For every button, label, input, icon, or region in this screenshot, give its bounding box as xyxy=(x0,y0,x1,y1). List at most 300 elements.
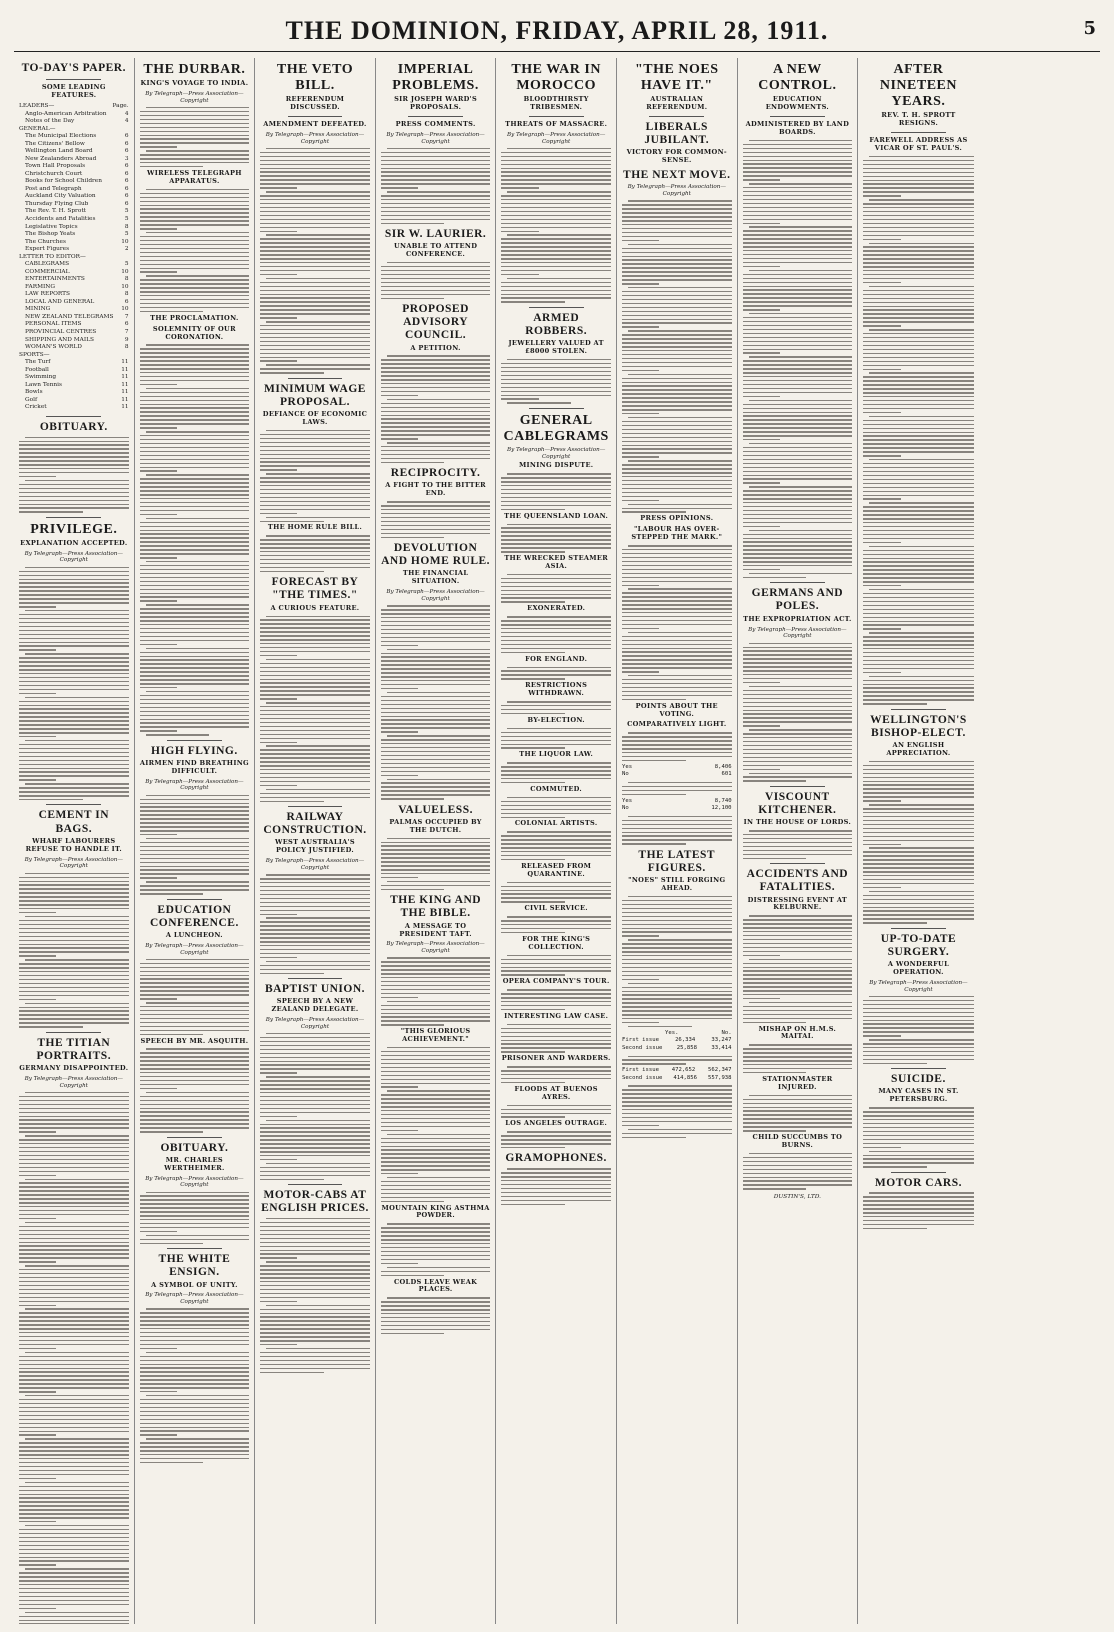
text-line xyxy=(863,773,974,774)
text-line xyxy=(622,667,732,668)
text-line xyxy=(622,561,732,562)
headline-motor-cars: MOTOR CARS. xyxy=(874,1176,962,1189)
text-line xyxy=(140,1458,250,1459)
text-line xyxy=(501,489,611,490)
text-line xyxy=(19,1026,83,1027)
text-line xyxy=(140,1379,250,1380)
text-line xyxy=(863,859,974,860)
text-line xyxy=(501,1051,565,1052)
text-line xyxy=(19,1108,129,1109)
table-row xyxy=(622,1075,732,1083)
text-line xyxy=(622,389,732,390)
text-line xyxy=(381,1193,491,1194)
text-line xyxy=(743,650,853,651)
text-line xyxy=(260,489,370,490)
headline-laurier: SIR W. LAURIER. xyxy=(384,228,487,241)
text-line xyxy=(140,514,177,515)
text-line xyxy=(140,236,250,237)
text-line xyxy=(863,1016,974,1017)
subhead: THE QUEENSLAND LOAN. xyxy=(504,511,609,520)
text-line xyxy=(743,834,853,835)
text-line xyxy=(622,397,732,398)
text-line xyxy=(381,294,491,295)
text-line xyxy=(622,687,732,688)
text-line xyxy=(260,1320,370,1321)
text-line xyxy=(743,167,853,168)
index-row xyxy=(19,254,129,262)
subhead: DISTRESSING EVENT AT KELBURNE. xyxy=(747,895,848,912)
text-line xyxy=(19,1545,129,1546)
index-page: 5 xyxy=(124,208,129,215)
text-line xyxy=(381,403,491,404)
text-line xyxy=(19,1159,129,1160)
text-line xyxy=(622,828,732,829)
text-line xyxy=(381,1106,491,1107)
table-cell: 8,740 xyxy=(714,797,732,804)
text-line xyxy=(260,1352,370,1353)
text-line xyxy=(260,1222,370,1223)
table-row xyxy=(622,798,732,806)
text-line xyxy=(501,859,565,860)
text-line xyxy=(140,142,250,143)
text-line xyxy=(501,1082,565,1083)
text-line xyxy=(381,278,491,279)
text-line xyxy=(19,1273,129,1274)
text-line xyxy=(743,144,853,145)
text-line xyxy=(140,687,177,688)
text-line xyxy=(622,683,732,684)
text-line xyxy=(19,900,129,901)
text-line xyxy=(19,1494,129,1495)
text-line xyxy=(381,517,491,518)
text-line xyxy=(260,1301,297,1302)
table-row xyxy=(622,1037,732,1045)
text-line xyxy=(146,795,250,796)
headline-imperial: IMPERIAL PROBLEMS. xyxy=(392,62,479,94)
text-line xyxy=(381,763,491,764)
text-line xyxy=(622,224,732,225)
text-line xyxy=(140,565,250,566)
text-line xyxy=(260,231,297,232)
text-line xyxy=(501,1143,611,1144)
text-line xyxy=(260,765,370,766)
text-line xyxy=(381,1329,491,1330)
text-line xyxy=(146,150,250,151)
text-line xyxy=(19,1442,129,1443)
text-line xyxy=(140,1332,250,1333)
article-body xyxy=(381,838,491,891)
text-line xyxy=(266,1261,370,1262)
text-line xyxy=(863,439,974,440)
text-line xyxy=(140,814,250,815)
text-line xyxy=(743,1169,853,1170)
text-line xyxy=(869,459,974,460)
text-line xyxy=(25,1568,129,1569)
index-label: LAW REPORTS xyxy=(25,291,70,298)
divider xyxy=(46,416,101,417)
text-line xyxy=(743,658,853,659)
text-line xyxy=(863,306,974,307)
text-line xyxy=(869,1192,974,1193)
text-line xyxy=(19,936,129,937)
text-line xyxy=(501,709,611,710)
divider xyxy=(529,307,584,308)
table-cell: 8,406 xyxy=(714,763,732,770)
text-line xyxy=(19,724,129,725)
text-line xyxy=(260,305,370,306)
text-line xyxy=(863,325,901,326)
text-line xyxy=(743,471,853,472)
text-line xyxy=(863,703,927,704)
text-line xyxy=(501,1009,565,1010)
text-line xyxy=(501,175,611,176)
table-row xyxy=(622,771,732,779)
text-line xyxy=(381,450,491,451)
text-line xyxy=(260,722,370,723)
text-line xyxy=(260,461,370,462)
text-line xyxy=(743,163,853,164)
text-line xyxy=(381,379,491,380)
text-line xyxy=(19,971,129,972)
text-line xyxy=(19,618,129,619)
article-body xyxy=(622,200,732,512)
text-line xyxy=(19,586,129,587)
text-line xyxy=(260,894,370,895)
text-line xyxy=(507,234,611,235)
text-line xyxy=(863,333,974,334)
text-line xyxy=(628,417,732,418)
text-line xyxy=(140,585,250,586)
text-line xyxy=(140,1356,250,1357)
text-line xyxy=(260,1167,370,1168)
text-line xyxy=(743,1165,853,1166)
text-line xyxy=(743,842,853,843)
subhead: IN THE HOUSE OF LORDS. xyxy=(743,818,852,827)
text-line xyxy=(19,1415,129,1416)
text-line xyxy=(743,175,853,176)
text-line xyxy=(863,1008,974,1009)
index-page: 5 xyxy=(124,216,129,222)
index-page: 8 xyxy=(124,344,129,351)
text-line xyxy=(381,656,491,657)
text-line xyxy=(146,1395,250,1396)
text-line xyxy=(743,745,853,746)
divider xyxy=(891,709,946,710)
headline-robbers: ARMED ROBBERS. xyxy=(525,311,588,338)
text-line xyxy=(266,535,370,536)
subhead: THE PROCLAMATION. xyxy=(150,313,239,322)
index-label: Bowls xyxy=(25,389,43,396)
text-line xyxy=(622,500,659,501)
text-line xyxy=(140,311,204,312)
text-line xyxy=(140,1064,250,1065)
text-line xyxy=(146,107,250,108)
index-page: 6 xyxy=(124,148,129,155)
text-line xyxy=(381,1185,491,1186)
vote-table xyxy=(622,798,732,813)
text-line xyxy=(622,947,732,948)
text-line xyxy=(19,779,56,780)
text-line xyxy=(260,965,370,966)
text-line xyxy=(19,1301,129,1302)
text-line xyxy=(19,594,129,595)
text-line xyxy=(501,195,611,196)
table-cell: Second issue xyxy=(621,1044,663,1051)
text-line xyxy=(863,903,974,904)
text-line xyxy=(622,307,732,308)
text-line xyxy=(863,788,974,789)
text-line xyxy=(19,1564,56,1565)
article-body xyxy=(501,574,611,603)
text-line xyxy=(863,554,974,555)
text-line xyxy=(381,625,491,626)
text-line xyxy=(628,1056,732,1057)
text-line xyxy=(622,900,732,901)
text-line xyxy=(863,219,974,220)
column-6 xyxy=(617,58,738,1624)
text-line xyxy=(140,683,250,684)
text-line xyxy=(381,1051,491,1052)
index-page: 7 xyxy=(124,313,129,320)
text-line xyxy=(507,701,611,702)
text-line xyxy=(387,1177,491,1178)
subhead: GERMANY DISAPPOINTED. xyxy=(19,1064,129,1073)
text-line xyxy=(140,573,250,574)
text-line xyxy=(622,508,732,509)
text-line xyxy=(743,230,853,231)
text-line xyxy=(863,855,974,856)
text-line xyxy=(863,1059,974,1060)
text-line xyxy=(381,629,491,630)
text-line xyxy=(863,824,974,825)
text-line xyxy=(863,565,974,566)
text-line xyxy=(743,678,853,679)
text-line xyxy=(869,996,974,997)
text-line xyxy=(381,747,491,748)
text-line xyxy=(19,507,129,508)
text-line xyxy=(260,372,324,373)
article-body xyxy=(501,359,611,404)
text-line xyxy=(622,955,732,956)
text-line xyxy=(19,614,129,615)
divider xyxy=(167,1248,222,1249)
text-line xyxy=(19,452,129,453)
text-line xyxy=(863,298,974,299)
text-line xyxy=(863,684,974,685)
text-line xyxy=(381,1255,491,1256)
text-line xyxy=(140,600,177,601)
headline-obituary: OBITUARY. xyxy=(39,420,108,433)
table-cell: 562,347 xyxy=(707,1067,732,1074)
text-line xyxy=(19,1529,129,1530)
text-line xyxy=(381,219,491,220)
text-line xyxy=(743,1177,853,1178)
index-page: 6 xyxy=(124,185,129,192)
text-line xyxy=(19,975,129,976)
text-line xyxy=(19,630,129,631)
article-body xyxy=(260,535,370,572)
text-line xyxy=(743,435,853,436)
text-line xyxy=(19,1214,129,1215)
text-line xyxy=(19,799,83,800)
text-line xyxy=(260,286,370,287)
article-body xyxy=(501,1168,611,1205)
text-line xyxy=(260,211,370,212)
text-line xyxy=(622,1014,732,1015)
text-line xyxy=(743,647,853,648)
text-line xyxy=(863,467,974,468)
subhead: THREATS OF MASSACRE. xyxy=(505,120,608,128)
text-line xyxy=(501,477,611,478)
text-line xyxy=(260,1328,370,1329)
text-line xyxy=(19,701,129,702)
text-line xyxy=(863,215,974,216)
text-line xyxy=(140,1104,250,1105)
text-line xyxy=(622,433,732,434)
text-line xyxy=(622,553,732,554)
text-line xyxy=(260,781,370,782)
text-line xyxy=(863,1035,901,1036)
divider xyxy=(408,116,463,117)
text-line xyxy=(260,266,370,267)
text-line xyxy=(743,927,853,928)
text-line xyxy=(140,384,177,385)
text-line xyxy=(749,1044,853,1045)
text-line xyxy=(266,191,370,192)
text-line xyxy=(146,1438,250,1439)
text-line xyxy=(140,256,250,257)
text-line xyxy=(501,897,611,898)
text-line xyxy=(140,498,250,499)
text-line xyxy=(863,910,974,911)
text-line xyxy=(743,670,853,671)
index-page: 8 xyxy=(124,291,129,298)
text-line xyxy=(381,660,491,661)
text-line xyxy=(501,363,611,364)
text-line xyxy=(743,412,853,413)
text-line xyxy=(260,270,370,271)
text-line xyxy=(140,352,250,353)
text-line xyxy=(622,943,732,944)
text-line xyxy=(19,983,129,984)
text-line xyxy=(743,717,853,718)
article-body xyxy=(622,782,732,795)
text-line xyxy=(260,1242,370,1243)
text-line xyxy=(140,624,250,625)
text-line xyxy=(507,402,571,403)
text-line xyxy=(146,474,250,475)
text-line xyxy=(140,719,250,720)
text-line xyxy=(501,652,565,653)
text-line xyxy=(260,761,370,762)
text-line xyxy=(19,752,129,753)
text-line xyxy=(622,908,732,909)
text-line xyxy=(628,200,732,201)
subhead: BLOODTHIRSTY TRIBESMEN. xyxy=(523,95,589,112)
index-page: 9 xyxy=(124,336,129,343)
text-line xyxy=(863,844,901,845)
table-cell: 25,858 xyxy=(676,1044,697,1051)
text-line xyxy=(381,203,491,204)
text-line xyxy=(260,368,370,369)
index-heading: TO-DAY'S PAPER. xyxy=(21,62,126,74)
article-body xyxy=(622,732,732,761)
text-line xyxy=(381,704,491,705)
text-line xyxy=(19,1175,56,1176)
text-line xyxy=(743,733,853,734)
text-line xyxy=(19,1620,129,1621)
subhead: PALMAS OCCUPIED BY THE DUTCH. xyxy=(389,817,482,834)
text-line xyxy=(628,1026,692,1027)
text-line xyxy=(863,282,901,283)
text-line xyxy=(501,551,565,552)
text-line xyxy=(381,688,418,689)
text-line xyxy=(501,164,611,165)
text-line xyxy=(19,1182,129,1183)
text-line xyxy=(743,858,807,859)
text-line xyxy=(19,1261,56,1262)
text-line xyxy=(628,896,732,897)
text-line xyxy=(19,764,129,765)
subhead: OPERA COMPANY'S TOUR. xyxy=(502,977,610,986)
text-line xyxy=(19,912,56,913)
text-line xyxy=(260,1336,370,1337)
text-line xyxy=(863,840,974,841)
text-line xyxy=(260,777,370,778)
index-row xyxy=(19,284,129,292)
article-body xyxy=(381,262,491,299)
text-line xyxy=(749,183,853,184)
text-line xyxy=(501,1032,611,1033)
text-line xyxy=(140,869,250,870)
text-line xyxy=(381,415,491,416)
text-line xyxy=(628,782,732,783)
text-line xyxy=(140,1030,250,1031)
credit-line: By Telegraph—Press Association—Copyright xyxy=(386,941,485,955)
text-line xyxy=(743,384,853,385)
text-line xyxy=(260,619,370,620)
index-label: Accidents and Fatalities xyxy=(25,216,96,222)
article-body xyxy=(501,797,611,818)
text-line xyxy=(743,215,853,216)
text-line xyxy=(260,925,370,926)
text-line xyxy=(260,1179,324,1180)
text-line xyxy=(381,1146,491,1147)
index-row xyxy=(19,201,129,209)
text-line xyxy=(863,569,974,570)
text-line xyxy=(260,921,370,922)
text-line xyxy=(19,744,129,745)
text-line xyxy=(863,1043,974,1044)
text-line xyxy=(381,1325,491,1326)
text-line xyxy=(19,1431,129,1432)
text-line xyxy=(749,356,853,357)
text-line xyxy=(140,486,250,487)
article-body xyxy=(260,616,370,802)
text-line xyxy=(501,187,538,188)
text-line xyxy=(19,1458,129,1459)
subhead: A PETITION. xyxy=(410,343,461,352)
text-line xyxy=(863,317,974,318)
text-line xyxy=(743,510,853,511)
credit-line: By Telegraph—Press Association—Copyright xyxy=(145,91,244,104)
text-line xyxy=(19,1104,129,1105)
text-line xyxy=(140,822,250,823)
text-line xyxy=(260,485,370,486)
text-line xyxy=(260,726,370,727)
text-line xyxy=(381,1071,491,1072)
text-line xyxy=(501,644,611,645)
